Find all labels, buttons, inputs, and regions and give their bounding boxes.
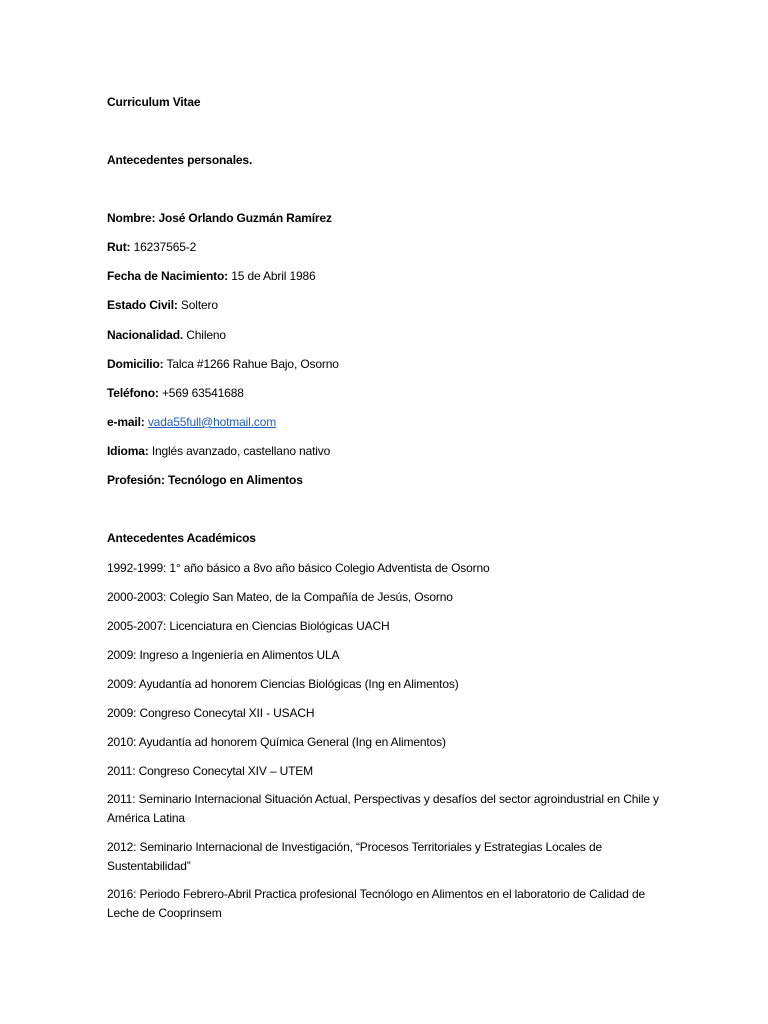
academic-item: 2012: Seminario Internacional de Investigación, “Procesos Territoriales y Estrategias Locales de Sustentabilidad” bbox=[107, 840, 602, 873]
telefono-line bbox=[107, 383, 667, 403]
estado-civil-line bbox=[107, 295, 667, 315]
nacionalidad-label: Nacionalidad. bbox=[107, 328, 184, 342]
estado-civil-label: Estado Civil: bbox=[107, 298, 178, 312]
personal-heading: Antecedentes personales. bbox=[107, 153, 253, 167]
academic-item: 2011: Congreso Conecytal XIV – UTEM bbox=[107, 764, 313, 778]
nombre-line bbox=[107, 208, 667, 228]
domicilio-line bbox=[107, 354, 667, 374]
rut-line bbox=[107, 237, 667, 257]
idioma-value: Inglés avanzado, castellano nativo bbox=[151, 444, 331, 458]
nombre-label: Nombre: bbox=[107, 211, 156, 225]
nacimiento-line bbox=[107, 266, 667, 286]
academic-item: 2005-2007: Licenciatura en Ciencias Biológicas UACH bbox=[107, 619, 390, 633]
nacimiento-value: 15 de Abril 1986 bbox=[231, 269, 316, 283]
academic-item: 2011: Seminario Internacional Situación Actual, Perspectivas y desafíos del sector agroindustrial en Chile y América Latina bbox=[107, 792, 659, 825]
nacimiento-label: Fecha de Nacimiento: bbox=[107, 269, 229, 283]
email-line bbox=[107, 412, 667, 432]
academic-item: 2009: Ayudantía ad honorem Ciencias Biológicas (Ing en Alimentos) bbox=[107, 677, 459, 691]
academic-item: 2000-2003: Colegio San Mateo, de la Compañía de Jesús, Osorno bbox=[107, 590, 453, 604]
rut-value: 16237565-2 bbox=[133, 240, 197, 254]
idioma-label: Idioma: bbox=[107, 444, 149, 458]
academic-item: 2009: Congreso Conecytal XII - USACH bbox=[107, 706, 315, 720]
academic-item: 1992-1999: 1° año básico a 8vo año básico Colegio Adventista de Osorno bbox=[107, 561, 490, 575]
academic-item: 2009: Ingreso a Ingeniería en Alimentos ULA bbox=[107, 648, 340, 662]
academic-item: 2016: Periodo Febrero-Abril Practica profesional Tecnólogo en Alimentos en el laboratorio de Calidad de Leche de Cooprinsem bbox=[107, 887, 645, 920]
telefono-label: Teléfono: bbox=[107, 386, 159, 400]
profesion-value: Tecnólogo en Alimentos bbox=[168, 473, 303, 487]
profesion-line bbox=[107, 470, 667, 490]
nombre-value: José Orlando Guzmán Ramírez bbox=[158, 211, 332, 225]
idioma-line bbox=[107, 441, 667, 461]
profesion-label: Profesión: bbox=[107, 473, 165, 487]
rut-label: Rut: bbox=[107, 240, 131, 254]
document-title: Curriculum Vitae bbox=[107, 95, 201, 109]
domicilio-label: Domicilio: bbox=[107, 357, 164, 371]
email-label: e-mail: bbox=[107, 415, 145, 429]
estado-civil-value: Soltero bbox=[180, 298, 218, 312]
email-link[interactable]: vada55full@hotmail.com bbox=[147, 415, 277, 429]
academic-item: 2010: Ayudantía ad honorem Química General (Ing en Alimentos) bbox=[107, 735, 446, 749]
academic-heading: Antecedentes Académicos bbox=[107, 531, 256, 545]
nacionalidad-line bbox=[107, 325, 667, 345]
nacionalidad-value: Chileno bbox=[186, 328, 226, 342]
domicilio-value: Talca #1266 Rahue Bajo, Osorno bbox=[166, 357, 339, 371]
telefono-value: +569 63541688 bbox=[161, 386, 244, 400]
